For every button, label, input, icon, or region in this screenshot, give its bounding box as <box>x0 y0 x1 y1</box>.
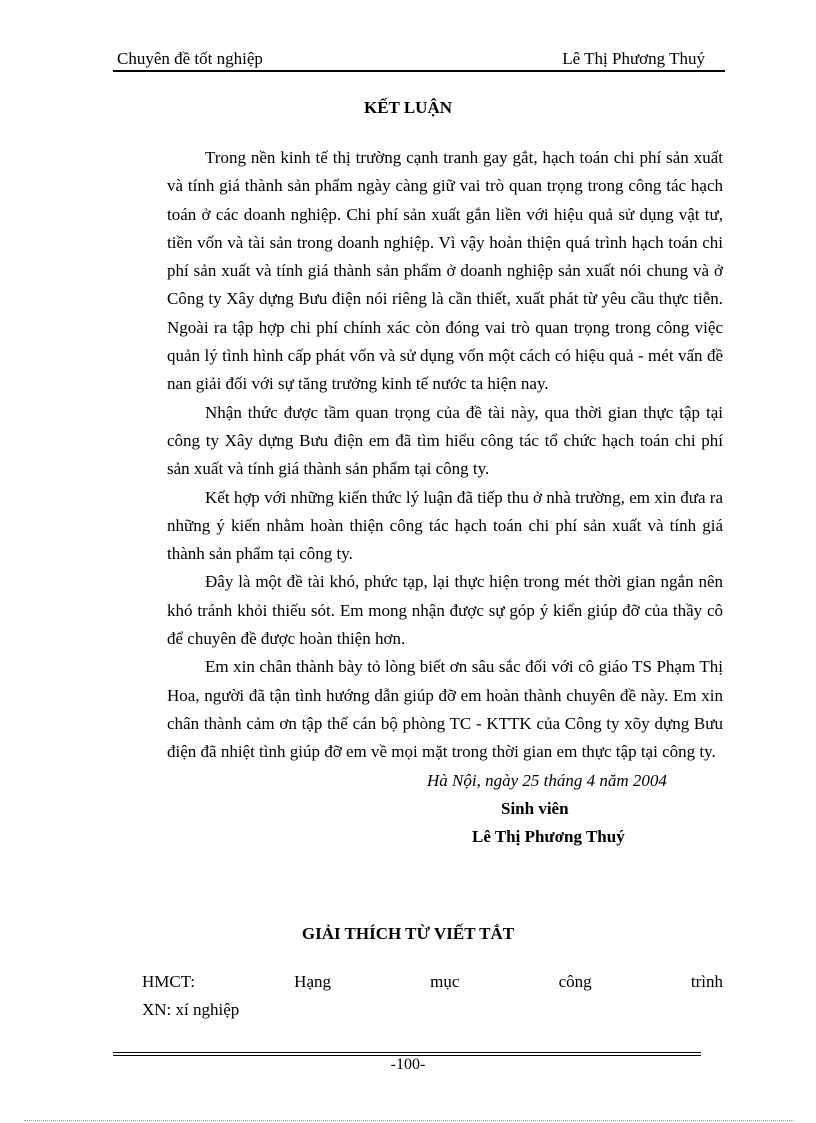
header-document-type: Chuyên đề tốt nghiệp <box>117 49 263 68</box>
page-number: -100- <box>390 1056 426 1073</box>
signature-date: Hà Nội, ngày 25 tháng 4 năm 2004 <box>427 770 667 790</box>
paragraph-2: Nhận thức được tầm quan trọng của đề tài này, qua thời gian thực tập tại công ty Xây dựng Bưu điện em đã tìm hiểu công tác tổ chức hạch toán chi phí sản xuất và tính giá thành sản phẩm tại công ty. <box>167 402 723 479</box>
abbreviation-row-hmct <box>142 968 723 996</box>
signature-role: Sinh viên <box>501 798 569 818</box>
abbr-term: HMCT: <box>142 972 195 991</box>
abbreviations-heading: GIẢI THÍCH TỪ VIẾT TẮT <box>301 924 515 943</box>
signature-name: Lê Thị Phương Thuý <box>472 827 625 847</box>
page-header <box>113 46 725 72</box>
paragraph-4: Đây là một đề tài khó, phức tạp, lại thực hiện trong mét thời gian ngắn nên khó tránh khỏi thiếu sót. Em mong nhận được sự góp ý kiến giúp đỡ của thầy cô để chuyên đề được hoàn thiện hơn. <box>167 572 723 649</box>
paragraph-5: Em xin chân thành bày tỏ lòng biết ơn sâu sắc đối với cô giáo TS Phạm Thị Hoa, người đã tận tình hướng dẫn giúp đỡ em hoàn thành chuyên đề này. Em xin chân thành cảm ơn tập thể cán bộ phòng TC - KTTK của Công ty xõy dựng Bưu điện đã nhiệt tình giúp đỡ em về mọi mặt trong thời gian em thực tập tại công ty. <box>167 657 723 762</box>
abbreviation-row-xn: XN: xí nghiệp <box>142 1000 240 1020</box>
abbr-word: mục <box>430 972 460 991</box>
abbr-word: trình <box>690 972 723 991</box>
conclusion-body <box>167 144 723 851</box>
paragraph-1: Trong nền kinh tế thị trường cạnh tranh gay gắt, hạch toán chi phí sản xuất và tính giá thành sản phẩm ngày càng giữ vai trò quan trọng trong công tác hạch toán ở các doanh nghiệp. Chi phí sản xuất gắn liền với hiệu quả sử dụng vật tư, tiền vốn và tài sản trong doanh nghiệp. Vì vậy hoàn thiện quá trình hạch toán chi phí sản xuất và tính giá thành sản phẩm ở doanh nghiệp sản xuất nói chung và ở Công ty Xây dựng Bưu điện nói riêng là cần thiết, xuất phát từ yêu cầu thực tiễn. Ngoài ra tập hợp chi phí chính xác còn đóng vai trò quan trọng trong công việc quản lý tình hình cấp phát vốn và sử dụng vốn một cách có hiệu quả - mét vấn đề nan giải đối với sự tăng trưởng kinh tế nước ta hiện nay. <box>167 148 723 394</box>
abbr-word: Hạng <box>294 972 331 991</box>
conclusion-heading: KẾT LUẬN <box>363 98 452 117</box>
abbr-word: công <box>558 972 592 991</box>
page-bottom-border <box>24 1120 794 1121</box>
abbreviations-list <box>142 968 723 1025</box>
paragraph-3: Kết hợp với những kiến thức lý luận đã tiếp thu ở nhà trường, em xin đưa ra những ý kiến nhằm hoàn thiện công tác hạch toán chi phí sản xuất và tính giá thành sản phẩm tại công ty. <box>167 487 723 564</box>
header-author-name: Lê Thị Phương Thuý <box>562 49 705 68</box>
